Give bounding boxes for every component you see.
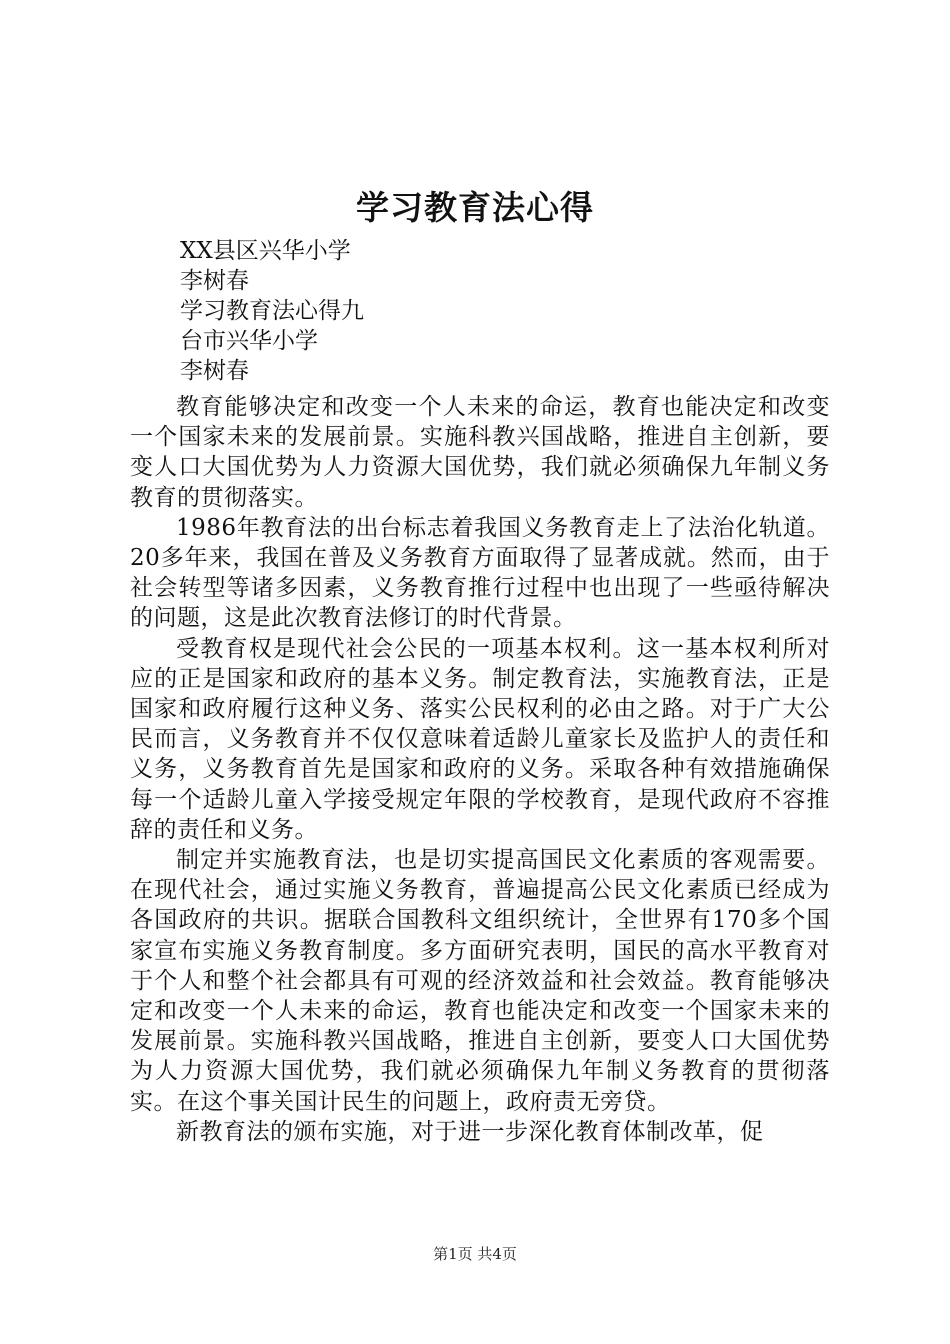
school-line: XX县区兴华小学 bbox=[180, 238, 351, 264]
paragraph: 1986年教育法的出台标志着我国义务教育走上了法治化轨道。20多年来，我国在普及义务教育方面取得了显著成就。然而，由于社会转型等诸多因素，义务教育推行过程中也出现了一些亟待解决的问题，这是此次教育法修订的时代背景。 bbox=[130, 514, 830, 632]
paragraph: 教育能够决定和改变一个人未来的命运，教育也能决定和改变一个国家未来的发展前景。实施科教兴国战略，推进自主创新，要变人口大国优势为人力资源大国优势，我们就必须确保九年制义务教育的贯彻落实。 bbox=[130, 394, 830, 511]
page-footer: 第1页 共4页 bbox=[433, 1245, 517, 1263]
paragraph: 受教育权是现代社会公民的一项基本权利。这一基本权利所对应的正是国家和政府的基本义务。制定教育法，实施教育法，正是国家和政府履行这种义务、落实公民权利的必由之路。对于广大公民而言，义务教育并不仅仅意味着适龄儿童家长及监护人的责任和义务，义务教育首先是国家和政府的义务。采取各种有效措施确保每一个适龄儿童入学接受规定年限的学校教育，是现代政府不容推辞的责任和义务。 bbox=[130, 635, 830, 843]
document-title: 学习教育法心得 bbox=[356, 188, 594, 227]
document-body bbox=[130, 392, 830, 1147]
paragraph: 制定并实施教育法，也是切实提高国民文化素质的客观需要。在现代社会，通过实施义务教育，普遍提高公民文化素质已经成为各国政府的共识。据联合国教科文组织统计，全世界有170多个国家宣布实施义务教育制度。多方面研究表明，国民的高水平教育对于个人和整个社会都具有可观的经济效益和社会效益。教育能够决定和改变一个人未来的命运，教育也能决定和改变一个国家未来的发展前景。实施科教兴国战略，推进自主创新，要变人口大国优势为人力资源大国优势，我们就必须确保九年制义务教育的贯彻落实。在这个事关国计民生的问题上，政府责无旁贷。 bbox=[130, 847, 830, 1115]
subtitle-line: 学习教育法心得九 bbox=[180, 298, 364, 324]
author-info bbox=[180, 236, 840, 386]
author-line: 李树春 bbox=[180, 268, 249, 294]
author-line-2: 李树春 bbox=[180, 358, 249, 384]
paragraph: 新教育法的颁布实施，对于进一步深化教育体制改革，促 bbox=[176, 1118, 764, 1145]
school-line-2: 台市兴华小学 bbox=[180, 328, 318, 354]
